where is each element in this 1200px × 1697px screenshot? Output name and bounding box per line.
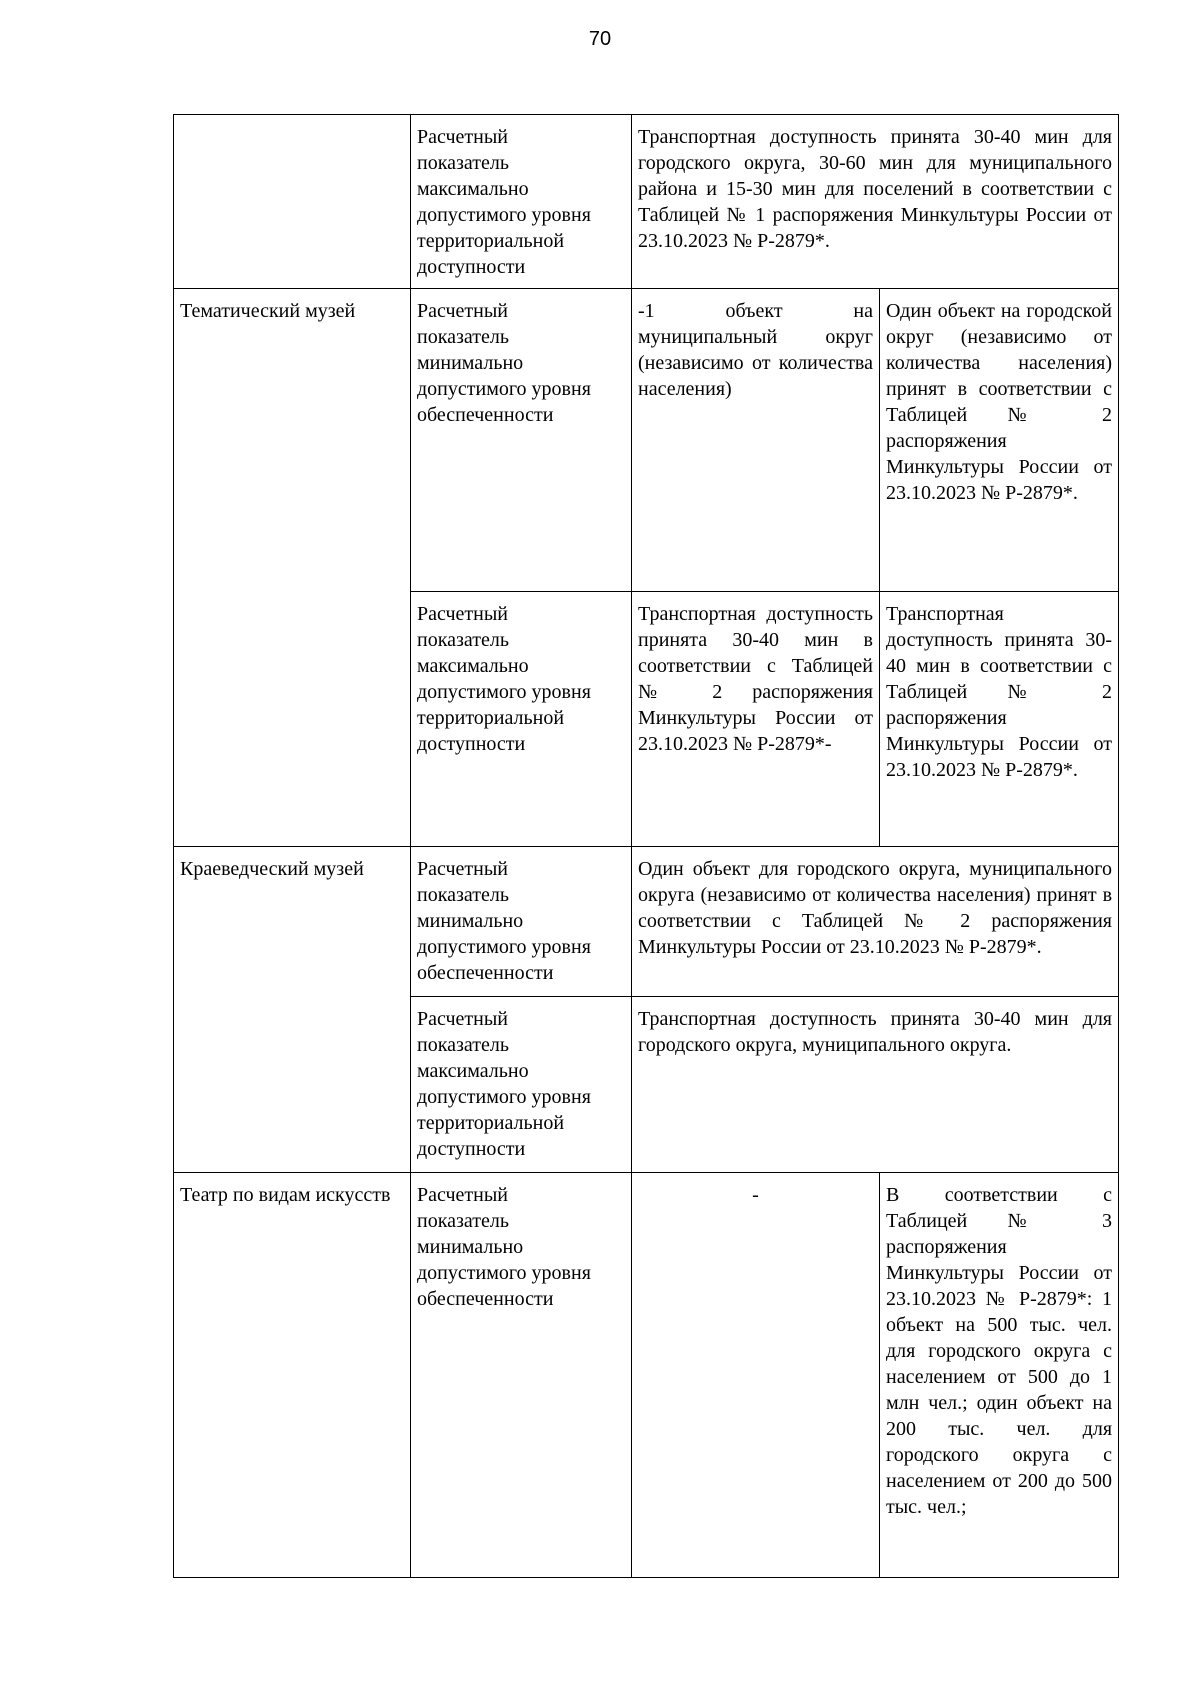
- object-cell: Тематический музей: [174, 289, 411, 847]
- indicator-cell: [411, 592, 632, 847]
- indicator-line: допустимого уровня: [417, 378, 591, 400]
- indicator-line: минимально: [417, 910, 524, 932]
- indicator-line: допустимого уровня: [417, 1262, 591, 1284]
- indicator-line: обеспеченности: [417, 1288, 554, 1310]
- value-cell-city: В соответствии с Таблицей № 3 распоряжения Минкультуры России от 23.10.2023 № Р-2879*: 1 объект на 500 тыс. чел. для городского округа с населением от 500 до 1 млн чел.; один объект на 200 тыс. чел. для городского округа с населением от 200 до 500 тыс. чел.;: [880, 1173, 1119, 1578]
- object-cell: Краеведческий музей: [174, 847, 411, 1173]
- indicator-line: Расчетный: [417, 603, 508, 625]
- indicator-cell: [411, 1173, 632, 1578]
- value-cell-municipal: -: [632, 1173, 880, 1578]
- indicator-line: допустимого уровня: [417, 1086, 591, 1108]
- indicator-line: показатель: [417, 1034, 509, 1056]
- indicator-line: показатель: [417, 629, 509, 651]
- indicator-line: Расчетный: [417, 300, 508, 322]
- indicator-line: максимально: [417, 178, 529, 200]
- table-row: [174, 115, 1119, 289]
- value-cell-city: Транспортная доступность принята 30-40 мин в соответствии с Таблицей № 2 распоряжения Минкультуры России от 23.10.2023 № Р-2879*.: [880, 592, 1119, 847]
- indicator-line: Расчетный: [417, 1008, 508, 1030]
- indicator-cell: [411, 847, 632, 997]
- indicator-line: допустимого уровня: [417, 936, 591, 958]
- indicator-line: Расчетный: [417, 858, 508, 880]
- indicator-line: доступности: [417, 256, 526, 278]
- value-cell: Транспортная доступность принята 30-40 мин для городского округа, муниципального округа.: [632, 997, 1119, 1173]
- indicator-line: минимально: [417, 352, 524, 374]
- indicator-line: минимально: [417, 1236, 524, 1258]
- indicator-line: обеспеченности: [417, 962, 554, 984]
- indicator-line: допустимого уровня: [417, 204, 591, 226]
- value-cell: Один объект для городского округа, муниципального округа (независимо от количества населения) принят в соответствии с Таблицей № 2 распоряжения Минкультуры России от 23.10.2023 № Р-2879*.: [632, 847, 1119, 997]
- indicator-cell: [411, 997, 632, 1173]
- indicator-line: допустимого уровня: [417, 681, 591, 703]
- indicator-line: максимально: [417, 655, 529, 677]
- value-cell-municipal: Транспортная доступность принята 30-40 мин в соответствии с Таблицей № 2 распоряжения Минкультуры России от 23.10.2023 № Р-2879*-: [632, 592, 880, 847]
- page-number: 70: [588, 28, 612, 50]
- indicator-line: территориальной: [417, 1112, 565, 1134]
- indicator-line: показатель: [417, 884, 509, 906]
- value-cell: Транспортная доступность принята 30-40 мин для городского округа, 30-60 мин для муниципального района и 15-30 мин для поселений в соответствии с Таблицей № 1 распоряжения Минкультуры России от 23.10.2023 № Р-2879*.: [632, 115, 1119, 289]
- standards-table: [173, 114, 1119, 1578]
- value-cell-city: Один объект на городской округ (независимо от количества населения) принят в соответствии с Таблицей № 2 распоряжения Минкультуры России от 23.10.2023 № Р-2879*.: [880, 289, 1119, 592]
- indicator-cell: [411, 115, 632, 289]
- indicator-line: показатель: [417, 326, 509, 348]
- object-cell: [174, 115, 411, 289]
- table-row: [174, 847, 1119, 997]
- table-row: [174, 289, 1119, 592]
- indicator-cell: [411, 289, 632, 592]
- indicator-line: доступности: [417, 1138, 526, 1160]
- indicator-line: территориальной: [417, 230, 565, 252]
- indicator-line: максимально: [417, 1060, 529, 1082]
- value-cell-municipal: -1 объект на муниципальный округ (независимо от количества населения): [632, 289, 880, 592]
- indicator-line: показатель: [417, 1210, 509, 1232]
- indicator-line: Расчетный: [417, 126, 508, 148]
- indicator-line: обеспеченности: [417, 404, 554, 426]
- table-row: [174, 1173, 1119, 1578]
- object-cell: Театр по видам искусств: [174, 1173, 411, 1578]
- indicator-line: показатель: [417, 152, 509, 174]
- indicator-line: Расчетный: [417, 1184, 508, 1206]
- indicator-line: территориальной: [417, 707, 565, 729]
- indicator-line: доступности: [417, 733, 526, 755]
